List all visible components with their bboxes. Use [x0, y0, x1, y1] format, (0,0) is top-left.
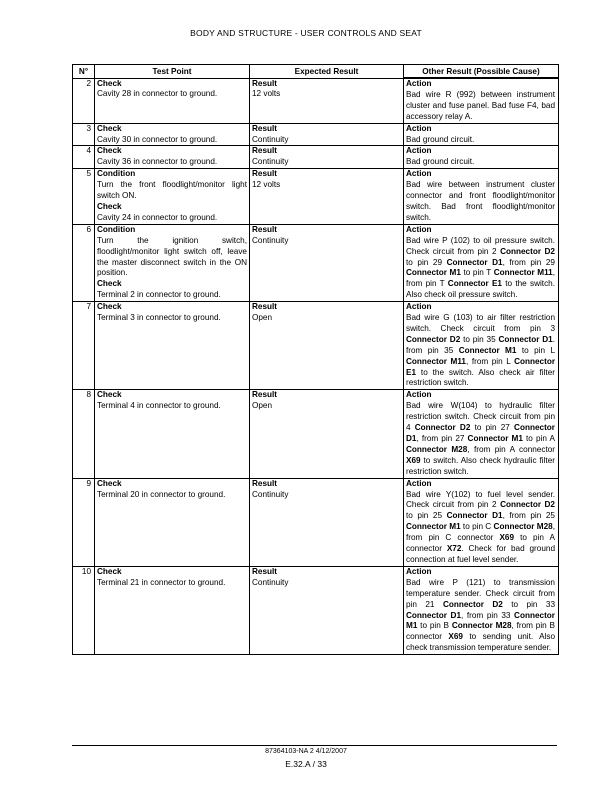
connector-reference: Connector M1 [406, 268, 461, 278]
test-point-cell [95, 390, 250, 478]
test-step-text: Terminal 21 in connector to ground. [97, 577, 226, 587]
action-label: Action [406, 566, 432, 576]
action-text [406, 490, 555, 566]
action-text-segment: , from pin A connector [467, 444, 556, 454]
action-label: Action [406, 146, 432, 156]
connector-reference: X72 [446, 544, 462, 554]
column-header-expected-result: Expected Result [250, 65, 404, 79]
result-label: Result [252, 478, 278, 488]
test-step-label: Check [97, 78, 122, 88]
action-text [406, 135, 555, 146]
action-label: Action [406, 302, 432, 312]
action-text-segment: , from pin 33 [461, 610, 515, 620]
action-text-segment: , from pin B connector [406, 621, 555, 642]
test-point-cell [95, 302, 250, 390]
test-step-label: Check [97, 478, 122, 488]
result-value: 12 volts [252, 180, 281, 190]
test-step-text: Cavity 28 in connector to ground. [97, 89, 218, 99]
result-label: Result [252, 123, 278, 133]
result-value: Open [252, 313, 273, 323]
row-number: 7 [73, 302, 95, 390]
action-text-segment: Bad wire G (103) to air filter restriction switch. Check circuit from pin 3 [406, 313, 555, 333]
test-point-cell [95, 78, 250, 123]
table-row [73, 390, 559, 478]
connector-reference: X69 [499, 533, 515, 543]
connector-reference: Connector D1 [498, 334, 553, 344]
test-point-cell [95, 146, 250, 169]
connector-reference: Connector M28 [493, 522, 553, 532]
test-point-cell [95, 169, 250, 225]
table-row [73, 169, 559, 225]
action-text-segment: to sending unit. Also check transmission temperature sender. [406, 632, 555, 653]
result-label: Result [252, 146, 278, 156]
possible-cause-cell [404, 123, 559, 146]
action-text [406, 313, 555, 389]
result-value: Open [252, 401, 273, 411]
test-step-label: Check [97, 146, 122, 156]
action-text-segment: Bad wire P (102) to oil pressure switch. Check circuit from pin 2 [406, 235, 555, 256]
action-text-segment: to pin C [460, 522, 494, 532]
row-number: 2 [73, 78, 95, 123]
column-header-test-point: Test Point [95, 65, 250, 79]
connector-reference: Connector E1 [447, 279, 502, 289]
action-text-segment: to pin A connector [406, 533, 555, 554]
action-text-segment: to pin B [417, 621, 452, 631]
row-number: 6 [73, 224, 95, 301]
connector-reference: Connector M1 [406, 610, 555, 631]
action-text [406, 90, 555, 123]
expected-result-cell [250, 390, 404, 478]
connector-reference: Connector M28 [406, 444, 468, 454]
action-text-segment: . from pin 35 [406, 334, 555, 355]
test-step-label: Check [97, 123, 122, 133]
action-text [406, 236, 555, 301]
action-text-segment: Bad wire between instrument cluster connector and front floodlight/monitor switch. Bad front floodlight/monitor switch. [406, 180, 555, 222]
connector-reference: X69 [448, 632, 463, 642]
result-label: Result [252, 169, 278, 179]
action-text [406, 180, 555, 224]
connector-reference: Connector D1 [406, 423, 555, 443]
connector-reference: Connector D2 [500, 246, 555, 256]
test-step-label: Condition [97, 169, 136, 179]
test-step-text: Terminal 3 in connector to ground. [97, 313, 221, 323]
test-step-text: Turn the ignition switch, floodlight/monitor light switch off, leave the master disconnect switch in the ON position. [97, 235, 247, 278]
row-number: 4 [73, 146, 95, 169]
connector-reference: Connector M11 [493, 268, 553, 278]
action-label: Action [406, 169, 432, 179]
connector-reference: Connector D2 [406, 334, 461, 344]
connector-reference: Connector M11 [406, 356, 466, 366]
possible-cause-cell [404, 224, 559, 301]
row-number: 10 [73, 566, 95, 654]
action-text-segment: , from pin L [465, 356, 515, 366]
possible-cause-cell [404, 169, 559, 225]
action-text-segment: to pin 33 [502, 599, 555, 609]
connector-reference: Connector D2 [414, 423, 471, 433]
connector-reference: Connector M1 [406, 522, 461, 532]
test-point-cell [95, 224, 250, 301]
test-step-text: Cavity 30 in connector to ground. [97, 134, 218, 144]
test-point-cell [95, 478, 250, 566]
test-step-text: Cavity 24 in connector to ground. [97, 212, 218, 222]
page-header: BODY AND STRUCTURE - USER CONTROLS AND SEAT [190, 28, 422, 38]
possible-cause-cell [404, 78, 559, 123]
footer-page-number: E.32.A / 33 [285, 759, 327, 769]
test-step-label: Check [97, 279, 122, 289]
expected-result-cell [250, 146, 404, 169]
action-label: Action [406, 224, 432, 234]
test-point-cell [95, 566, 250, 654]
action-text-segment: Bad wire Y(102) to fuel level sender. Check circuit from pin 2 [406, 489, 555, 510]
test-procedure-table [72, 64, 559, 655]
result-value: Continuity [252, 235, 289, 245]
action-text-segment: to the switch. Also check oil pressure switch. [406, 279, 555, 300]
action-text-segment: . Check for bad ground connection at fuel level sender. [406, 544, 555, 564]
test-step-text: Cavity 36 in connector to ground. [97, 157, 218, 167]
action-label: Action [406, 478, 432, 488]
table-row [73, 566, 559, 654]
action-text-segment: to pin L [516, 345, 555, 355]
test-step-text: Terminal 2 in connector to ground. [97, 290, 221, 300]
action-text-segment: to the switch. Also check air filter restriction switch. [406, 367, 555, 388]
connector-reference: Connector M28 [451, 621, 512, 631]
table-row [73, 78, 559, 123]
table-row [73, 146, 559, 169]
test-step-text: Terminal 20 in connector to ground. [97, 489, 226, 499]
result-label: Result [252, 224, 278, 234]
table-body [73, 78, 559, 655]
footer-document-reference: 87364103-NA 2 4/12/2007 [265, 748, 347, 755]
action-text-segment: Bad ground circuit. [406, 134, 475, 144]
connector-reference: Connector D2 [442, 599, 503, 609]
connector-reference: Connector D2 [500, 500, 555, 510]
test-step-text: Turn the front floodlight/monitor light switch ON. [97, 180, 247, 201]
action-text-segment: to switch. Also check hydraulic filter restriction switch. [406, 455, 555, 476]
possible-cause-cell [404, 302, 559, 390]
expected-result-cell [250, 123, 404, 146]
action-text-segment: to pin 29 [406, 257, 447, 267]
table-header-row [73, 65, 559, 79]
action-text-segment: to pin A [522, 434, 555, 443]
action-label: Action [406, 79, 432, 88]
expected-result-cell [250, 78, 404, 123]
possible-cause-cell [404, 478, 559, 566]
row-number: 9 [73, 478, 95, 566]
column-header-other-result: Other Result (Possible Cause) [404, 65, 559, 79]
action-text-segment: to pin 25 [406, 511, 447, 521]
connector-reference: X69 [406, 455, 421, 465]
action-text-segment: , from pin 25 [502, 511, 555, 521]
test-point-cell [95, 123, 250, 146]
action-text-segment: to pin T [460, 268, 494, 278]
action-text-segment: , from pin C connector [406, 522, 555, 543]
action-text-segment: , from pin 27 [416, 434, 468, 443]
test-step-label: Check [97, 302, 122, 312]
action-text-segment: Bad wire W(104) to hydraulic filter restriction switch. Check circuit from pin 4 [406, 401, 555, 433]
result-value: Continuity [252, 157, 289, 167]
possible-cause-cell [404, 566, 559, 654]
expected-result-cell [250, 478, 404, 566]
result-label: Result [252, 390, 278, 400]
action-text [406, 401, 555, 477]
action-text [406, 578, 555, 654]
test-step-label: Check [97, 390, 122, 400]
footer-divider [72, 745, 557, 746]
action-label: Action [406, 123, 432, 133]
connector-reference: Connector D1 [406, 610, 461, 620]
result-value: Continuity [252, 489, 289, 499]
table-row [73, 123, 559, 146]
result-value: Continuity [252, 577, 289, 587]
table-row [73, 302, 559, 390]
expected-result-cell [250, 169, 404, 225]
action-text-segment: to pin 27 [470, 423, 515, 433]
action-text-segment: , from pin 29 [502, 257, 555, 267]
test-step-label: Check [97, 566, 122, 576]
row-number: 5 [73, 169, 95, 225]
action-text [406, 157, 555, 168]
connector-reference: Connector D1 [446, 257, 503, 267]
column-header-number: N° [73, 65, 95, 79]
table-row [73, 478, 559, 566]
connector-reference: Connector M1 [467, 434, 523, 443]
row-number: 8 [73, 390, 95, 478]
action-text-segment: Bad wire P (121) to transmission temperature sender. Check circuit from pin 21 [406, 577, 555, 609]
action-label: Action [406, 390, 432, 400]
table-row [73, 224, 559, 301]
result-value: Continuity [252, 134, 289, 144]
action-text-segment: , from pin T [406, 268, 555, 289]
result-label: Result [252, 566, 278, 576]
possible-cause-cell [404, 146, 559, 169]
row-number: 3 [73, 123, 95, 146]
expected-result-cell [250, 566, 404, 654]
connector-reference: Connector D1 [446, 511, 503, 521]
possible-cause-cell [404, 390, 559, 478]
action-text-segment: to pin 35 [460, 334, 499, 344]
connector-reference: Connector E1 [406, 356, 555, 377]
connector-reference: Connector M1 [458, 345, 517, 355]
result-label: Result [252, 78, 278, 88]
test-step-label: Check [97, 201, 122, 211]
result-value: 12 volts [252, 89, 281, 99]
test-step-text: Terminal 4 in connector to ground. [97, 401, 221, 411]
test-step-label: Condition [97, 224, 136, 234]
result-label: Result [252, 302, 278, 312]
action-text-segment: Bad wire R (992) between instrument cluster and fuse panel. Bad fuse F4, bad accessory relay A. [406, 89, 555, 121]
expected-result-cell [250, 302, 404, 390]
action-text-segment: Bad ground circuit. [406, 157, 475, 167]
expected-result-cell [250, 224, 404, 301]
